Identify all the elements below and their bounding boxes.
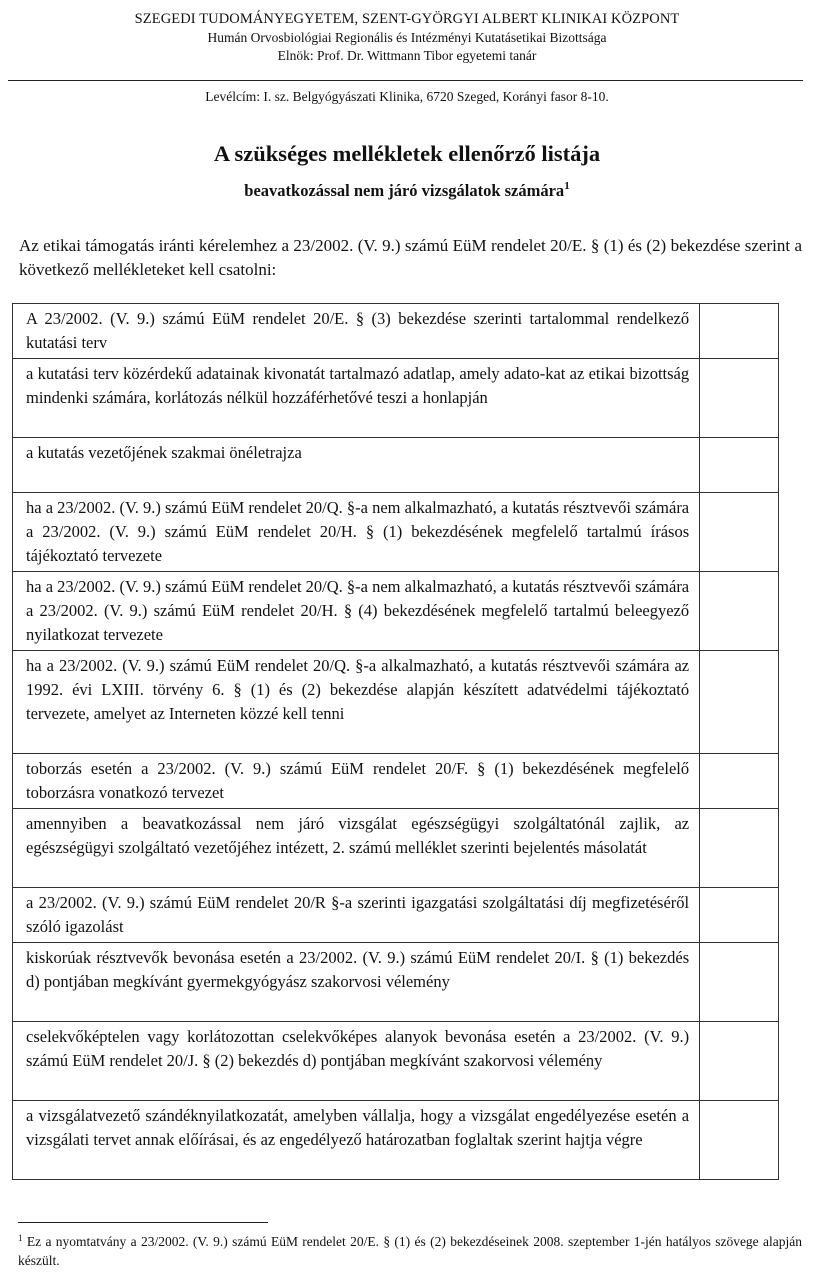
document-title: A szükséges mellékletek ellenőrző listája <box>213 141 601 166</box>
checklist-row <box>13 493 779 572</box>
postal-address: Levélcím: I. sz. Belgyógyászati Klinika, 6720 Szeged, Korányi fasor 8-10. <box>205 89 609 104</box>
checklist-row <box>13 359 779 438</box>
checklist-checkbox[interactable] <box>700 493 779 572</box>
attachment-checklist <box>12 303 779 1180</box>
checklist-item-text: a kutatás vezetőjének szakmai önéletrajza <box>13 438 700 493</box>
intro-paragraph: Az etikai támogatás iránti kérelemhez a 23/2002. (V. 9.) számú EüM rendelet 20/E. § (1) és (2) bekezdése szerint a következő mellékleteket kell csatolni: <box>19 236 802 279</box>
checklist-row <box>13 1101 779 1180</box>
checklist-item-text: A 23/2002. (V. 9.) számú EüM rendelet 20/E. § (3) bekezdése szerinti tartalommal rendelkező kutatási terv <box>13 304 700 359</box>
checklist-row <box>13 943 779 1022</box>
checklist-checkbox[interactable] <box>700 359 779 438</box>
checklist-checkbox[interactable] <box>700 1101 779 1180</box>
committee-chair: Elnök: Prof. Dr. Wittmann Tibor egyetemi tanár <box>277 48 537 63</box>
checklist-checkbox[interactable] <box>700 809 779 888</box>
checklist-checkbox[interactable] <box>700 754 779 809</box>
document-subtitle <box>0 180 814 202</box>
footnote-text: Ez a nyomtatvány a 23/2002. (V. 9.) számú EüM rendelet 20/E. § (1) és (2) bekezdéseinek 2008. szeptember 1-jén hatályos szövege alapján készült. <box>18 1234 803 1268</box>
institution-name: SZEGEDI TUDOMÁNYEGYETEM, SZENT-GYÖRGYI ALBERT KLINIKAI KÖZPONT <box>134 11 680 27</box>
footnote <box>18 1232 802 1270</box>
checklist-item-text: ha a 23/2002. (V. 9.) számú EüM rendelet 20/Q. §-a alkalmazható, a kutatás résztvevői számára az 1992. évi LXIII. törvény 6. § (1) és (2) bekezdése alapján készített adatvédelmi tájékoztató tervezete, amelyet az Interneten közzé kell tenni <box>13 651 700 754</box>
checklist-row <box>13 438 779 493</box>
checklist-item-text: a 23/2002. (V. 9.) számú EüM rendelet 20/R §-a szerinti igazgatási szolgáltatási díj megfizetéséről szóló igazolást <box>13 888 700 943</box>
checklist-item-text: kiskorúak résztvevők bevonása esetén a 23/2002. (V. 9.) számú EüM rendelet 20/I. § (1) bekezdés d) pontjában megkívánt gyermekgyógyász szakorvosi vélemény <box>13 943 700 1022</box>
checklist-item-text: a kutatási terv közérdekű adatainak kivonatát tartalmazó adatlap, amely adato-kat az etikai bizottság mindenki számára, korlátozás nélkül hozzáférhetővé teszi a honlapján <box>13 359 700 438</box>
checklist-row <box>13 809 779 888</box>
footnote-divider <box>18 1222 268 1223</box>
header-divider <box>8 80 803 81</box>
checklist-checkbox[interactable] <box>700 1022 779 1101</box>
checklist-row <box>13 1022 779 1101</box>
checklist-row <box>13 304 779 359</box>
subtitle-text: beavatkozással nem járó vizsgálatok számára <box>244 181 565 200</box>
footnote-ref[interactable]: 1 <box>564 180 570 192</box>
checklist-row <box>13 754 779 809</box>
checklist-checkbox[interactable] <box>700 651 779 754</box>
checklist-item-text: a vizsgálatvezető szándéknyilatkozatát, amelyben vállalja, hogy a vizsgálat engedélyezése esetén a vizsgálati tervet annak előírásai, és az engedélyező határozatban foglaltak szerint hajtja végre <box>13 1101 700 1180</box>
checklist-row <box>13 888 779 943</box>
checklist-item-text: ha a 23/2002. (V. 9.) számú EüM rendelet 20/Q. §-a nem alkalmazható, a kutatás résztvevői számára a 23/2002. (V. 9.) számú EüM rendelet 20/H. § (4) bekezdésének megfelelő tartalmú beleegyező nyilatkozat tervezete <box>13 572 700 651</box>
checklist-row <box>13 651 779 754</box>
checklist-checkbox[interactable] <box>700 888 779 943</box>
checklist-checkbox[interactable] <box>700 943 779 1022</box>
checklist-row <box>13 572 779 651</box>
letterhead <box>0 10 814 65</box>
checklist-item-text: amennyiben a beavatkozással nem járó vizsgálat egészségügyi szolgáltatónál zajlik, az egészségügyi szolgáltató vezetőjéhez intézett, 2. számú melléklet szerinti bejelentés másolatát <box>13 809 700 888</box>
checklist-item-text: ha a 23/2002. (V. 9.) számú EüM rendelet 20/Q. §-a nem alkalmazható, a kutatás résztvevői számára a 23/2002. (V. 9.) számú EüM rendelet 20/H. § (1) bekezdésének megfelelő tartalmú írásos tájékoztató tervezete <box>13 493 700 572</box>
checklist-checkbox[interactable] <box>700 304 779 359</box>
checklist-checkbox[interactable] <box>700 572 779 651</box>
committee-name: Humán Orvosbiológiai Regionális és Intézményi Kutatásetikai Bizottsága <box>207 30 607 45</box>
checklist-item-text: cselekvőképtelen vagy korlátozottan cselekvőképes alanyok bevonása esetén a 23/2002. (V. 9.) számú EüM rendelet 20/J. § (2) bekezdés d) pontjában megkívánt szakorvosi vélemény <box>13 1022 700 1101</box>
checklist-item-text: toborzás esetén a 23/2002. (V. 9.) számú EüM rendelet 20/F. § (1) bekezdésének megfelelő toborzásra vonatkozó tervezet <box>13 754 700 809</box>
checklist-checkbox[interactable] <box>700 438 779 493</box>
footnote-marker: 1 <box>18 1233 23 1243</box>
